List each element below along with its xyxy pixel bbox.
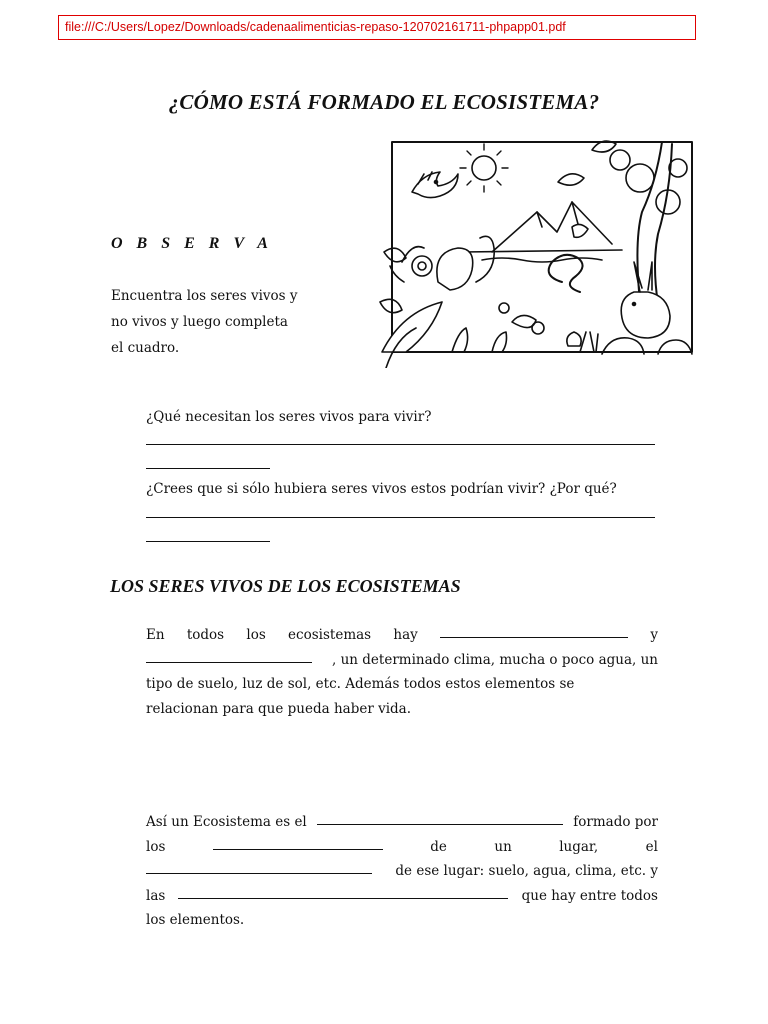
- answer-line[interactable]: [146, 444, 655, 445]
- fill-blank[interactable]: [440, 623, 628, 638]
- instruction-line: Encuentra los seres vivos y: [111, 288, 298, 304]
- text-segment: que hay entre todos: [521, 887, 658, 904]
- section-title: LOS SERES VIVOS DE LOS ECOSISTEMAS: [110, 576, 461, 596]
- answer-line[interactable]: [146, 541, 270, 542]
- word: los: [146, 838, 166, 855]
- text-segment: de ese lugar: suelo, agua, clima, etc. y: [395, 863, 658, 879]
- text-segment: formado por: [573, 814, 658, 830]
- word: todos: [186, 627, 225, 643]
- page-title: ¿CÓMO ESTÁ FORMADO EL ECOSISTEMA?: [168, 90, 600, 114]
- observa-heading: O B S E R V A: [111, 235, 273, 252]
- word: y: [650, 627, 658, 643]
- answer-line[interactable]: [146, 468, 270, 469]
- question-1: ¿Qué necesitan los seres vivos para vivir?: [146, 409, 432, 425]
- text-segment: los elementos.: [146, 912, 245, 928]
- squirrel-icon: [437, 236, 494, 290]
- fill-blank[interactable]: [213, 835, 383, 850]
- word: el: [645, 838, 658, 855]
- rabbit-icon: [621, 262, 670, 338]
- sun-icon: [460, 144, 508, 192]
- flower-icon: [380, 247, 442, 368]
- instruction-line: no vivos y luego completa: [111, 314, 288, 330]
- word: hay: [393, 627, 418, 643]
- text-segment: relacionan para que pueda haber vida.: [146, 700, 411, 717]
- word: ecosistemas: [288, 627, 372, 643]
- word: En: [146, 627, 165, 643]
- text-segment: , un determinado clima, mucha o poco agua, un: [332, 651, 658, 668]
- question-2: ¿Crees que si sólo hubiera seres vivos estos podrían vivir? ¿Por qué?: [146, 481, 617, 497]
- text-segment: Así un Ecosistema es el: [146, 814, 307, 830]
- fill-blank[interactable]: [317, 810, 563, 825]
- bird-icon: [412, 172, 458, 198]
- text-segment: tipo de suelo, luz de sol, etc. Además todos estos elementos se: [146, 676, 575, 692]
- ecosystem-illustration: [372, 132, 700, 368]
- fill-blank[interactable]: [178, 884, 508, 899]
- word: los: [246, 627, 266, 643]
- paragraph-ecosistema: [146, 810, 658, 933]
- fill-blank[interactable]: [146, 648, 312, 663]
- answer-line[interactable]: [146, 517, 655, 518]
- word: lugar,: [559, 838, 599, 855]
- instruction-line: el cuadro.: [111, 340, 180, 356]
- word: un: [494, 838, 512, 855]
- text-segment: las: [146, 887, 166, 904]
- fill-blank[interactable]: [146, 859, 372, 874]
- paragraph-seres-vivos: [146, 623, 658, 721]
- word: de: [430, 838, 447, 855]
- file-path-bar: file:///C:/Users/Lopez/Downloads/cadenaalimenticias-repaso-120702161711-phpapp01.pdf: [58, 15, 696, 40]
- instructions: [111, 283, 331, 361]
